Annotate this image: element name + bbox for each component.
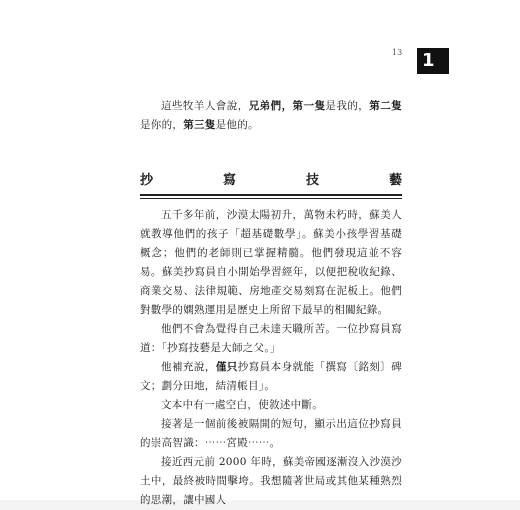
intro-text: 是你的， bbox=[140, 119, 184, 131]
body-text bbox=[140, 206, 402, 510]
body-paragraph: 他們不會為覺得自己未達天職所苦。一位抄寫員寫道：「抄寫技藝是大師之父。」 bbox=[140, 323, 402, 354]
heading-char: 技 bbox=[305, 173, 319, 188]
intro-bold-text: 第二隻 bbox=[369, 100, 402, 112]
heading-char: 抄 bbox=[140, 173, 154, 188]
heading-char: 寫 bbox=[222, 173, 236, 188]
body-paragraph: 接著是一個前後被隔開的短句，顯示出這位抄寫員的崇高智識：⋯⋯宮殿⋯⋯。 bbox=[140, 418, 402, 449]
intro-bold-text: 第三隻 bbox=[183, 119, 216, 131]
body-paragraph bbox=[140, 358, 402, 396]
body-bold-text: 僅只 bbox=[215, 361, 238, 373]
chapter-tab: 1 bbox=[417, 48, 449, 74]
body-text-span: 他補充說， bbox=[161, 361, 216, 373]
body-paragraph: 五千多年前，沙漠太陽初升，萬物未朽時，蘇美人就教導他們的孩子「超基礎數學」。蘇美小孩學習基礎概念；他們的老師則已掌握精髓。他們發現這並不容易。蘇美抄寫員自小開始學習經年，以便把稅收紀錄、商業交易、法律規範、房地產交易刻寫在泥板上。他們對數學的嫻熟運用是歷史上所留下最早的相關紀錄。 bbox=[140, 209, 402, 316]
intro-paragraph bbox=[140, 97, 402, 135]
section-heading bbox=[140, 169, 402, 196]
page-number: 13 bbox=[392, 48, 403, 57]
heading-char: 藝 bbox=[388, 173, 402, 188]
body-text-span: 抄寫員本身就能「撰寫〔銘刻〕碑文；劃分田地，結清帳目」。 bbox=[140, 361, 403, 392]
intro-text: 是他的。 bbox=[215, 119, 259, 131]
intro-bold-text: 兄弟們，第一隻 bbox=[248, 100, 326, 112]
body-paragraph: 接近西元前 2000 年時，蘇美帝國逐漸沒入沙漠沙土中，最終被時間擊垮。我想隨著世局或其他某種熟烈的思潮，讓中國人 bbox=[140, 456, 402, 506]
body-paragraph: 文本中有一處空白，使敘述中斷。 bbox=[161, 399, 323, 411]
intro-text: 是我的， bbox=[325, 100, 370, 112]
intro-text: 這些牧羊人會說， bbox=[161, 100, 249, 112]
